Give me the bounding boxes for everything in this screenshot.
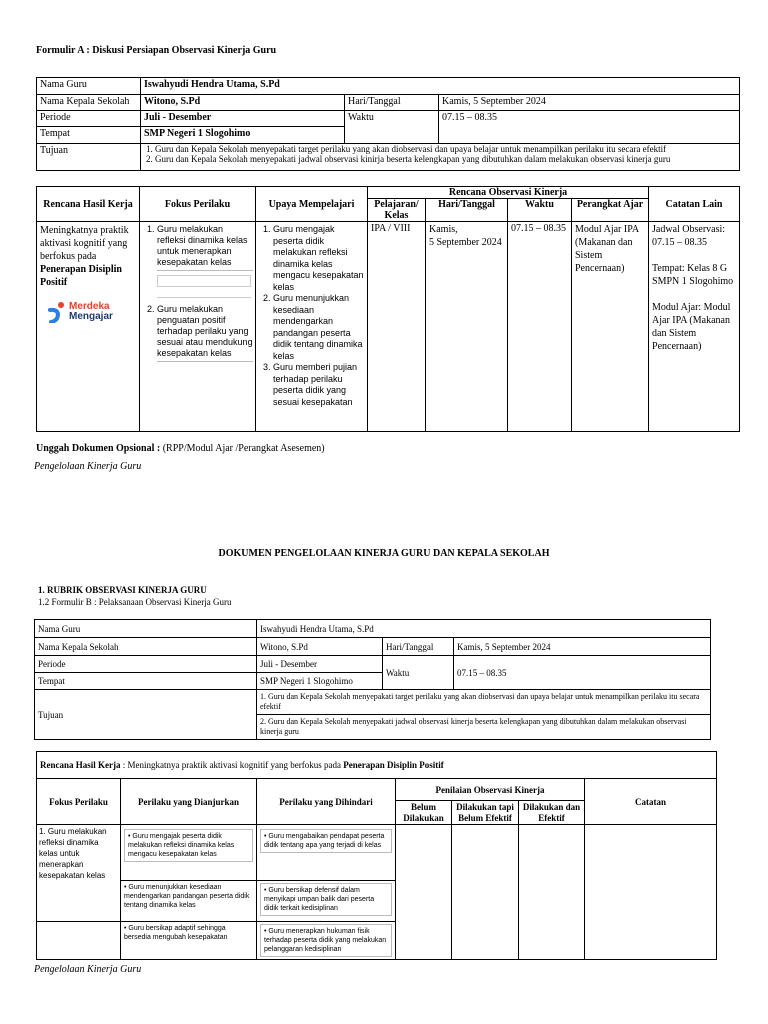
waktu-value: 07.15 – 08.35 xyxy=(439,111,740,144)
upaya-item: 3. Guru memberi pujian terhadap perilaku peserta didik yang sesuai kesepakatan xyxy=(273,362,365,408)
form-a-plan-table xyxy=(36,186,740,432)
b-tujuan-label: Tujuan xyxy=(35,690,257,740)
dihindari-item: Guru bersikap defensif dalam menyikapi umpan balik dari peserta didik terkait kedisiplinan xyxy=(264,887,375,912)
dianjurkan-item: Guru menunjukkan kesediaan mendengarkan pandangan peserta didik tentang dinamika kelas xyxy=(124,884,250,909)
dianjurkan-item: Guru bersikap adaptif sehingga bersedia mengubah kesepakatan xyxy=(124,925,228,941)
b-header-catatan: Catatan xyxy=(585,779,717,825)
header-pelajaran: Pelajaran/ Kelas xyxy=(368,199,426,222)
waktu-label: Waktu xyxy=(345,111,439,144)
b-header-tapi: Dilakukan tapi Belum Efektif xyxy=(452,801,519,825)
pelajaran-cell: IPA / VIII xyxy=(368,222,426,432)
hari-cell xyxy=(426,222,508,432)
dianjurkan-cell: • Guru menunjukkan kesediaan mendengarkan pandangan peserta didik tentang dinamika kelas xyxy=(121,881,257,922)
b-rencana-bold: Penerapan Disiplin Positif xyxy=(343,760,444,770)
upaya-item: 2. Guru menunjukkan kesediaan mendengarkan pandangan peserta didik tentang dinamika kelas xyxy=(273,293,365,362)
b-guru-label: Nama Guru xyxy=(35,620,257,638)
upaya-item: 1. Guru mengajak peserta didik melakukan refleksi dinamika kelas mengacu kesepakatan kelas xyxy=(273,224,365,293)
periode-value: Juli - Desember xyxy=(141,111,345,127)
hari-value: Kamis, 5 September 2024 xyxy=(439,95,740,111)
upload-label: Unggah Dokumen Opsional : xyxy=(36,443,161,454)
waktu-cell: 07.15 – 08.35 xyxy=(508,222,572,432)
perangkat-cell: Modul Ajar IPA (Makanan dan Sistem Pencernaan) xyxy=(572,222,649,432)
b-header-dianjurkan: Perilaku yang Dianjurkan xyxy=(121,779,257,825)
fokus-cell xyxy=(140,222,256,432)
merdeka-logo-icon xyxy=(48,301,66,323)
rencana-cell xyxy=(37,222,140,432)
dianjurkan-item: Guru mengajak peserta didik melakukan refleksi dinamika kelas mengacu kesepakatan kelas xyxy=(128,833,235,858)
b-rencana-label: Rencana Hasil Kerja xyxy=(40,760,121,770)
b-kepsek-value: Witono, S.Pd xyxy=(257,638,383,656)
b-guru-value: Iswahyudi Hendra Utama, S.Pd xyxy=(257,620,711,638)
b-tempat-value: SMP Negeri 1 Slogohimo xyxy=(257,673,383,690)
footer-a: Pengelolaan Kinerja Guru xyxy=(34,461,142,472)
tujuan-cell xyxy=(141,144,740,171)
b-tujuan-item: 1. Guru dan Kepala Sekolah menyepakati target perilaku yang akan diobservasi dan upaya belajar untuk menampilkan perilaku itu secara efektif xyxy=(257,690,711,715)
dihindari-item: Guru menerapkan hukuman fisik terhadap peserta didik yang melakukan pelanggaran kedisiplinan xyxy=(264,928,387,953)
b-kepsek-label: Nama Kepala Sekolah xyxy=(35,638,257,656)
b-tujuan-item: 2. Guru dan Kepala Sekolah menyepakati jadwal observasi kinerja beserta kelengkapan yang dibutuhkan dalam melakukan observasi kinerja guru xyxy=(257,715,711,740)
header-hari: Hari/Tanggal xyxy=(426,199,508,222)
tujuan-item: 2. Guru dan Kepala Sekolah menyepakati jadwal observasi kinirja beserta kelengkapan yang dibutuhkan dalam melakukan observasi kinerja guru xyxy=(155,154,737,164)
dihindari-cell: • Guru menerapkan hukuman fisik terhadap peserta didik yang melakukan pelanggaran kedisiplinan xyxy=(257,922,396,960)
efektif-cell xyxy=(519,825,585,960)
logo-line1: Merdeka xyxy=(69,301,110,312)
hari-label: Hari/Tanggal xyxy=(345,95,439,111)
rencana-bold: Penerapan Disiplin Positif xyxy=(40,264,122,288)
dihindari-item: Guru mengabaikan pendapat peserta didik tentang apa yang terjadi di kelas xyxy=(264,833,385,849)
kepsek-label: Nama Kepala Sekolah xyxy=(37,95,141,111)
upload-row xyxy=(36,443,325,454)
b-waktu-value: 07.15 – 08.35 xyxy=(454,656,711,690)
tujuan-label: Tujuan xyxy=(37,144,141,171)
upaya-cell xyxy=(256,222,368,432)
tujuan-item: 1. Guru dan Kepala Sekolah menyepakati target perilaku yang akan diobservasi dan upaya belajar untuk menampilkan perilaku itu secara efektif xyxy=(155,144,737,154)
b-fokus-empty xyxy=(37,922,121,960)
subsection-title: 1.2 Formulir B : Pelaksanaan Observasi Kinerja Guru xyxy=(38,597,232,607)
b-hari-value: Kamis, 5 September 2024 xyxy=(454,638,711,656)
header-catatan: Catatan Lain xyxy=(649,187,740,222)
header-observasi: Rencana Observasi Kinerja xyxy=(368,187,649,199)
catatan-cell xyxy=(649,222,740,432)
section-title: 1. RUBRIK OBSERVASI KINERJA GURU xyxy=(38,585,207,595)
header-fokus: Fokus Perilaku xyxy=(140,187,256,222)
fokus-item: 2. Guru melakukan penguatan positif terhadap perilaku yang sesuai atau mendukung kesepakatan kelas xyxy=(157,304,253,362)
catatan-item: Modul Ajar: Modul Ajar IPA (Makanan dan Sistem Pencernaan) xyxy=(652,302,731,352)
form-a-title: Formulir A : Diskusi Persiapan Observasi Kinerja Guru xyxy=(36,45,277,56)
catatan-item: Jadwal Observasi: 07.15 – 08.35 xyxy=(652,224,726,248)
rencana-row xyxy=(37,752,717,779)
b-periode-value: Juli - Desember xyxy=(257,656,383,673)
doc-title: DOKUMEN PENGELOLAAN KINERJA GURU DAN KEPALA SEKOLAH xyxy=(218,548,550,559)
upload-value: (RPP/Modul Ajar /Perangkat Asesemen) xyxy=(162,443,325,454)
header-rencana: Rencana Hasil Kerja xyxy=(37,187,140,222)
periode-label: Periode xyxy=(37,111,141,127)
fokus-item: 1. Guru melakukan refleksi dinamika kelas untuk menerapkan kesepakatan kelas xyxy=(157,224,253,271)
b-fokus-item: 1. Guru melakukan refleksi dinamika kelas untuk menerapkan kesepakatan kelas xyxy=(39,827,107,880)
b-rencana-text: : Meningkatnya praktik aktivasi kognitif yang berfokus pada xyxy=(120,760,344,770)
rencana-text: Meningkatnya praktik aktivasi kognitif yang berfokus pada xyxy=(40,225,129,262)
tempat-label: Tempat xyxy=(37,127,141,144)
b-periode-label: Periode xyxy=(35,656,257,673)
header-upaya: Upaya Mempelajari xyxy=(256,187,368,222)
catatan-b-cell xyxy=(585,825,717,960)
dianjurkan-cell: • Guru mengajak peserta didik melakukan refleksi dinamika kelas mengacu kesepakatan kelas xyxy=(121,825,257,881)
hari-line1: Kamis, xyxy=(429,224,458,235)
b-tempat-label: Tempat xyxy=(35,673,257,690)
form-b-info-table xyxy=(34,619,711,740)
b-fokus-cell xyxy=(37,825,121,922)
merdeka-mengajar-logo xyxy=(40,301,136,323)
header-perangkat: Perangkat Ajar xyxy=(572,199,649,222)
guru-label: Nama Guru xyxy=(37,78,141,95)
hari-line2: 5 September 2024 xyxy=(429,237,502,248)
kepsek-value: Witono, S.Pd xyxy=(141,95,345,111)
b-header-belum: Belum Dilakukan xyxy=(396,801,452,825)
belum-cell xyxy=(396,825,452,960)
guru-value: Iswahyudi Hendra Utama, S.Pd xyxy=(141,78,740,95)
footer-b: Pengelolaan Kinerja Guru xyxy=(34,964,142,975)
tempat-value: SMP Negeri 1 Slogohimo xyxy=(141,127,345,144)
b-header-fokus: Fokus Perilaku xyxy=(37,779,121,825)
logo-line2: Mengajar xyxy=(69,311,113,322)
dihindari-cell: • Guru mengabaikan pendapat peserta didik tentang apa yang terjadi di kelas xyxy=(257,825,396,881)
dianjurkan-cell: • Guru bersikap adaptif sehingga bersedia mengubah kesepakatan xyxy=(121,922,257,960)
catatan-item: Tempat: Kelas 8 G SMPN 1 Slogohimo xyxy=(652,263,734,287)
form-a-info-table xyxy=(36,77,740,171)
header-waktu: Waktu xyxy=(508,199,572,222)
rubric-table xyxy=(36,751,717,960)
b-waktu-label: Waktu xyxy=(383,656,454,690)
b-hari-label: Hari/Tanggal xyxy=(383,638,454,656)
b-header-dihindari: Perilaku yang Dihindari xyxy=(257,779,396,825)
tapi-cell xyxy=(452,825,519,960)
b-header-penilaian: Penilaian Observasi Kinerja xyxy=(396,779,585,801)
dihindari-cell: • Guru bersikap defensif dalam menyikapi umpan balik dari peserta didik terkait kedisiplinan xyxy=(257,881,396,922)
b-header-efektif: Dilakukan dan Efektif xyxy=(519,801,585,825)
